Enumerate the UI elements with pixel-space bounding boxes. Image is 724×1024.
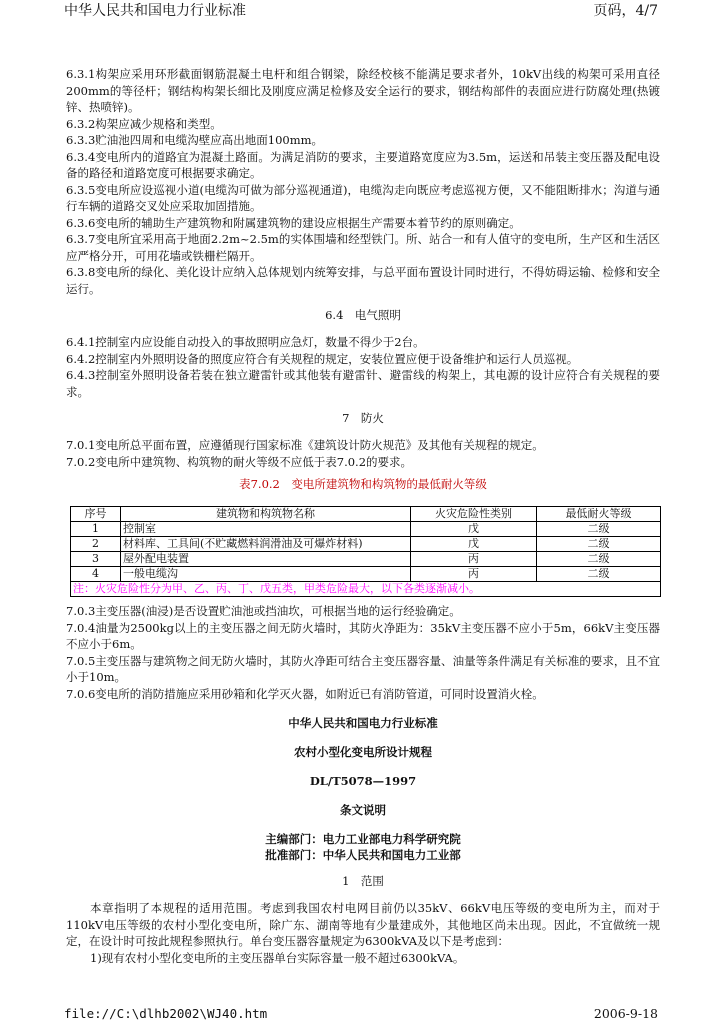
clause-6-3-2: 6.3.2构架应减少规格和类型。 xyxy=(66,116,222,131)
explain-code: DL/T5078—1997 xyxy=(309,774,417,788)
header-title: 中华人民共和国电力行业标准 xyxy=(64,3,246,19)
explain-label: 条文说明 xyxy=(340,803,386,817)
clause-6-3-7: 6.3.7变电所宜采用高于地面2.2m~2.5m的实体围墙和经型铁门。所、站合一和有人值守的变电所，生产区和生活区应严格分开，可用花墙或铁栅栏隔开。 xyxy=(66,232,660,263)
table-cell: 二级 xyxy=(537,522,661,537)
clause-7-0-1: 7.0.1变电所总平面布置，应遵循现行国家标准《建筑设计防火规范》及其他有关规程的规定。 xyxy=(66,438,544,452)
table-header-cell: 最低耐火等级 xyxy=(537,507,661,522)
table-cell: 丙 xyxy=(411,567,537,582)
section-heading-1: 1 范围 xyxy=(342,874,384,888)
table-cell: 二级 xyxy=(537,552,661,567)
table-cell: 二级 xyxy=(537,567,661,582)
table-cell: 一般电缆沟 xyxy=(121,567,411,582)
explain-name: 农村小型化变电所设计规程 xyxy=(294,745,432,759)
table-header-cell: 火灾危险性类别 xyxy=(411,507,537,522)
clause-6-3-8: 6.3.8变电所的绿化、美化设计应纳入总体规划内统筹安排，与总平面布置设计同时进行，不得妨碍运输、检修和安全运行。 xyxy=(66,265,660,296)
table-cell: 3 xyxy=(71,552,121,567)
table-header-cell: 建筑物和构筑物名称 xyxy=(121,507,411,522)
fire-rating-table xyxy=(70,506,661,597)
explain-item-1: 1)现有农村小型化变电所的主变压器单台实际容量一般不超过6300kVA。 xyxy=(90,950,465,965)
clause-7-0-4: 7.0.4油量为2500kg以上的主变压器之间无防火墙时，其防火净距为：35kV主变压器不应小于5m，66kV主变压器不应小于6m。 xyxy=(66,620,660,651)
page-number: 页码，4/7 xyxy=(593,3,658,19)
explain-editor: 主编部门：电力工业部电力科学研究院 xyxy=(265,832,461,846)
file-path: file://C:\dlhb2002\WJ40.htm xyxy=(64,1006,268,1021)
document-body xyxy=(66,66,660,966)
clause-7-0-2: 7.0.2变电所中建筑物、构筑物的耐火等级不应低于表7.0.2的要求。 xyxy=(66,454,413,469)
clause-6-3-5: 6.3.5变电所应设巡视小道(电缆沟可做为部分巡视通道)，电缆沟走向既应考虑巡视方便，又不能阻断排水；沟道与通行车辆的道路交叉处应采取加固措施。 xyxy=(66,182,660,213)
clause-7-0-5: 7.0.5主变压器与建筑物之间无防火墙时，其防火净距可结合主变压器容量、油量等条件满足有关标准的要求，且不宜小于10m。 xyxy=(66,653,660,684)
table-cell: 戊 xyxy=(411,522,537,537)
table-cell: 控制室 xyxy=(121,522,411,537)
table-title: 表7.0.2 变电所建筑物和构筑物的最低耐火等级 xyxy=(239,477,487,491)
table-cell: 2 xyxy=(71,537,121,552)
table-cell: 材料库、工具间(不贮藏燃料润滑油及可爆炸材料) xyxy=(121,537,411,552)
table-header-row xyxy=(71,507,661,522)
clause-7-0-3: 7.0.3主变压器(油浸)是否设置贮油池或挡油坎，可根据当地的运行经验确定。 xyxy=(66,604,461,618)
clause-6-4-2: 6.4.2控制室内外照明设备的照度应符合有关规程的规定，安装位置应便于设备维护和运行人员巡视。 xyxy=(66,351,579,366)
table-cell: 二级 xyxy=(537,537,661,552)
clause-6-3-4: 6.3.4变电所内的道路宜为混凝土路面。为满足消防的要求，主要道路宽度应为3.5m，运送和吊装主变压器及配电设备的路径和道路宽度可根据要求确定。 xyxy=(66,149,660,180)
table-header-cell: 序号 xyxy=(71,507,121,522)
page-header xyxy=(0,0,724,20)
table-cell: 丙 xyxy=(411,552,537,567)
table-row xyxy=(71,522,661,537)
clause-7-0-6: 7.0.6变电所的消防措施应采用砂箱和化学灭火器，如附近已有消防管道，可同时设置消火栓。 xyxy=(66,686,544,701)
table-note-row xyxy=(71,582,661,597)
explain-body: 本章指明了本规程的适用范围。考虑到我国农村电网目前仍以35kV、66kV电压等级的变电所为主，而对于110kV电压等级的农村小型化变电所，除广东、湖南等地有少量建成外，其他地区尚未出现。因此，不宜做统一规定，在设计时可按此规程参照执行。单台变压器容量规定为6300kVA及以下是考虑到： xyxy=(66,901,660,948)
clause-6-4-1: 6.4.1控制室内应设能自动投入的事故照明应急灯，数量不得少于2台。 xyxy=(66,335,425,349)
table-note: 注：火灾危险性分为甲、乙、丙、丁、戊五类，甲类危险最大，以下各类逐渐减小。 xyxy=(71,582,661,597)
clause-6-4-3: 6.4.3控制室外照明设备若装在独立避雷针或其他装有避雷针、避雷线的构架上，其电源的设计应符合有关规程的要求。 xyxy=(66,368,660,399)
clause-6-3-1: 6.3.1构架应采用环形截面钢筋混凝土电杆和组合钢梁，除经校核不能满足要求者外，10kV出线的构架可采用直径200mm的等径杆；钢结构构架长细比及刚度应满足检修及安全运行的要求，钢结构部件的表面应进行防腐处理(热镀锌、热喷锌)。 xyxy=(66,67,660,114)
table-cell: 戊 xyxy=(411,537,537,552)
explain-approver: 批准部门：中华人民共和国电力工业部 xyxy=(265,848,461,862)
clause-6-3-3: 6.3.3贮油池四周和电缆沟壁应高出地面100mm。 xyxy=(66,133,324,147)
table-row xyxy=(71,567,661,582)
table-row xyxy=(71,537,661,552)
table-row xyxy=(71,552,661,567)
table-cell: 屋外配电装置 xyxy=(121,552,411,567)
section-heading-7: 7 防火 xyxy=(342,411,384,425)
print-date: 2006-9-18 xyxy=(593,1006,658,1021)
table-cell: 1 xyxy=(71,522,121,537)
table-cell: 4 xyxy=(71,567,121,582)
section-heading-6-4: 6.4 电气照明 xyxy=(325,308,401,322)
explain-org: 中华人民共和国电力行业标准 xyxy=(288,716,438,730)
clause-6-3-6: 6.3.6变电所的辅助生产建筑物和附属建筑物的建设应根据生产需要本着节约的原则确定。 xyxy=(66,215,521,230)
